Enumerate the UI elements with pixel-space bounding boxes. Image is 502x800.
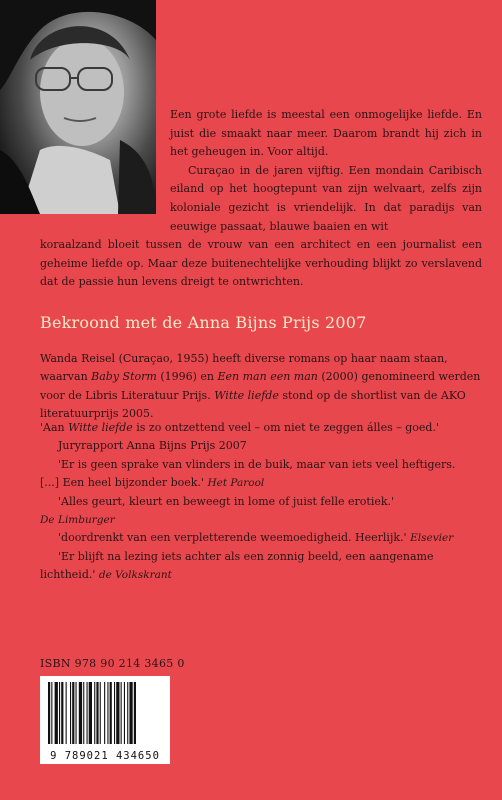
quote-1-source: Juryrapport Anna Bijns Prijs 2007: [58, 439, 247, 453]
barcode-bar: [104, 682, 105, 744]
blurb-paragraph-2: Curaçao in de jaren vijftig. Een mondain Caribisch eiland op het hoogtepunt van zijn welvaart, zelfs zijn koloniale gezicht is vriendelijk. In dat paradijs van eeuwige passaat, blauwe baaien en wit: [170, 163, 482, 233]
barcode-bar: [94, 682, 95, 744]
barcode-bar: [100, 682, 101, 744]
barcode-bar: [89, 682, 92, 744]
bio-title-3: Witte liefde: [214, 388, 279, 402]
quote-4: [40, 529, 482, 547]
barcode-bar: [96, 682, 98, 744]
quote-2-source: Het Parool: [207, 477, 265, 490]
barcode-bar: [121, 682, 122, 744]
barcode-bar: [51, 682, 52, 744]
barcode-bar: [76, 682, 77, 744]
bio-text-2: (1996) en: [156, 370, 218, 384]
barcode-bar: [110, 682, 112, 744]
barcode-bar: [55, 682, 58, 744]
barcode-bar: [114, 682, 115, 744]
barcode-bar: [124, 682, 125, 744]
quote-1-text-b: is zo ontzettend veel – om niet te zeggen álles – goed.': [132, 421, 439, 434]
isbn-number: ISBN 978 90 214 3465 0: [40, 657, 185, 670]
barcode-bar: [116, 682, 119, 744]
barcode-bar: [127, 682, 128, 744]
blurb-paragraph-3: koraalzand bloeit tussen de vrouw van een architect en een journalist een geheime liefde op. Maar deze buitenechtelijke verhouding blijkt zo verslavend dat de passie hun levens dreigt te ontwrichten.: [40, 238, 482, 289]
barcode-digits: 9 789021 434650: [50, 750, 160, 762]
bio-text-4: stond op de shortlist van de AKO literatuurprijs 2005.: [40, 388, 466, 421]
barcode-bar: [107, 682, 108, 744]
barcode-bar: [70, 682, 71, 744]
barcode-bar: [66, 682, 67, 744]
quote-5-source: de Volkskrant: [98, 569, 172, 582]
barcode-bar: [59, 682, 60, 744]
quote-3: 'Alles geurt, kleurt en beweegt in lome of juist felle erotiek.': [58, 494, 395, 508]
quote-2-text: [...] Een heel bijzonder boek.': [40, 476, 204, 490]
barcode-bar: [61, 682, 63, 744]
award-heading: Bekroond met de Anna Bijns Prijs 2007: [40, 313, 367, 332]
barcode-bars: [40, 676, 170, 748]
bio-text-3: (2000) genomineerd werden voor de Libris Literatuur Prijs.: [40, 370, 481, 402]
blurb-top: [170, 106, 482, 236]
author-bio: [40, 350, 482, 424]
bio-title-1: Baby Storm: [91, 370, 157, 384]
review-quotes: [40, 419, 482, 585]
barcode-bar: [87, 682, 88, 744]
quote-4-source: Elsevier: [410, 532, 454, 545]
quote-5-line-1: 'Er blijft na lezing iets achter als een zonnig beeld, een aangename: [58, 549, 434, 563]
quote-3-source: De Limburger: [40, 514, 115, 527]
barcode-bar: [83, 682, 84, 744]
barcode-bar: [72, 682, 74, 744]
quote-4-text: 'doordrenkt van een verpletterende weemoedigheid. Heerlijk.': [58, 531, 407, 545]
blurb-paragraph-1: Een grote liefde is meestal een onmogelijke liefde. En juist die smaakt naar meer. Daarom brandt hij zich in het geheugen in. Voor altijd.: [170, 108, 482, 159]
barcode: [40, 676, 170, 764]
barcode-bar: [134, 682, 136, 744]
quote-1-title: Witte liefde: [68, 421, 133, 434]
author-photo: [0, 0, 156, 214]
author-portrait-graphic: [0, 0, 156, 214]
barcode-bar: [79, 682, 82, 744]
quote-5-text: lichtheid.': [40, 568, 96, 582]
bio-text-1: Wanda Reisel (Curaçao, 1955) heeft diverse romans op haar naam staan, waarvan: [40, 352, 448, 384]
quote-5-line-2: [40, 566, 482, 584]
blurb-bottom: [40, 236, 482, 292]
quote-2-line-2: [40, 474, 482, 492]
quote-1: [40, 419, 482, 437]
quote-2-line-1: 'Er is geen sprake van vlinders in de buik, maar van iets veel heftigers.: [58, 457, 456, 471]
bio-title-2: Een man een man: [217, 370, 318, 384]
barcode-bar: [129, 682, 132, 744]
barcode-bar: [48, 682, 50, 744]
quote-1-text-a: 'Aan: [40, 421, 69, 434]
